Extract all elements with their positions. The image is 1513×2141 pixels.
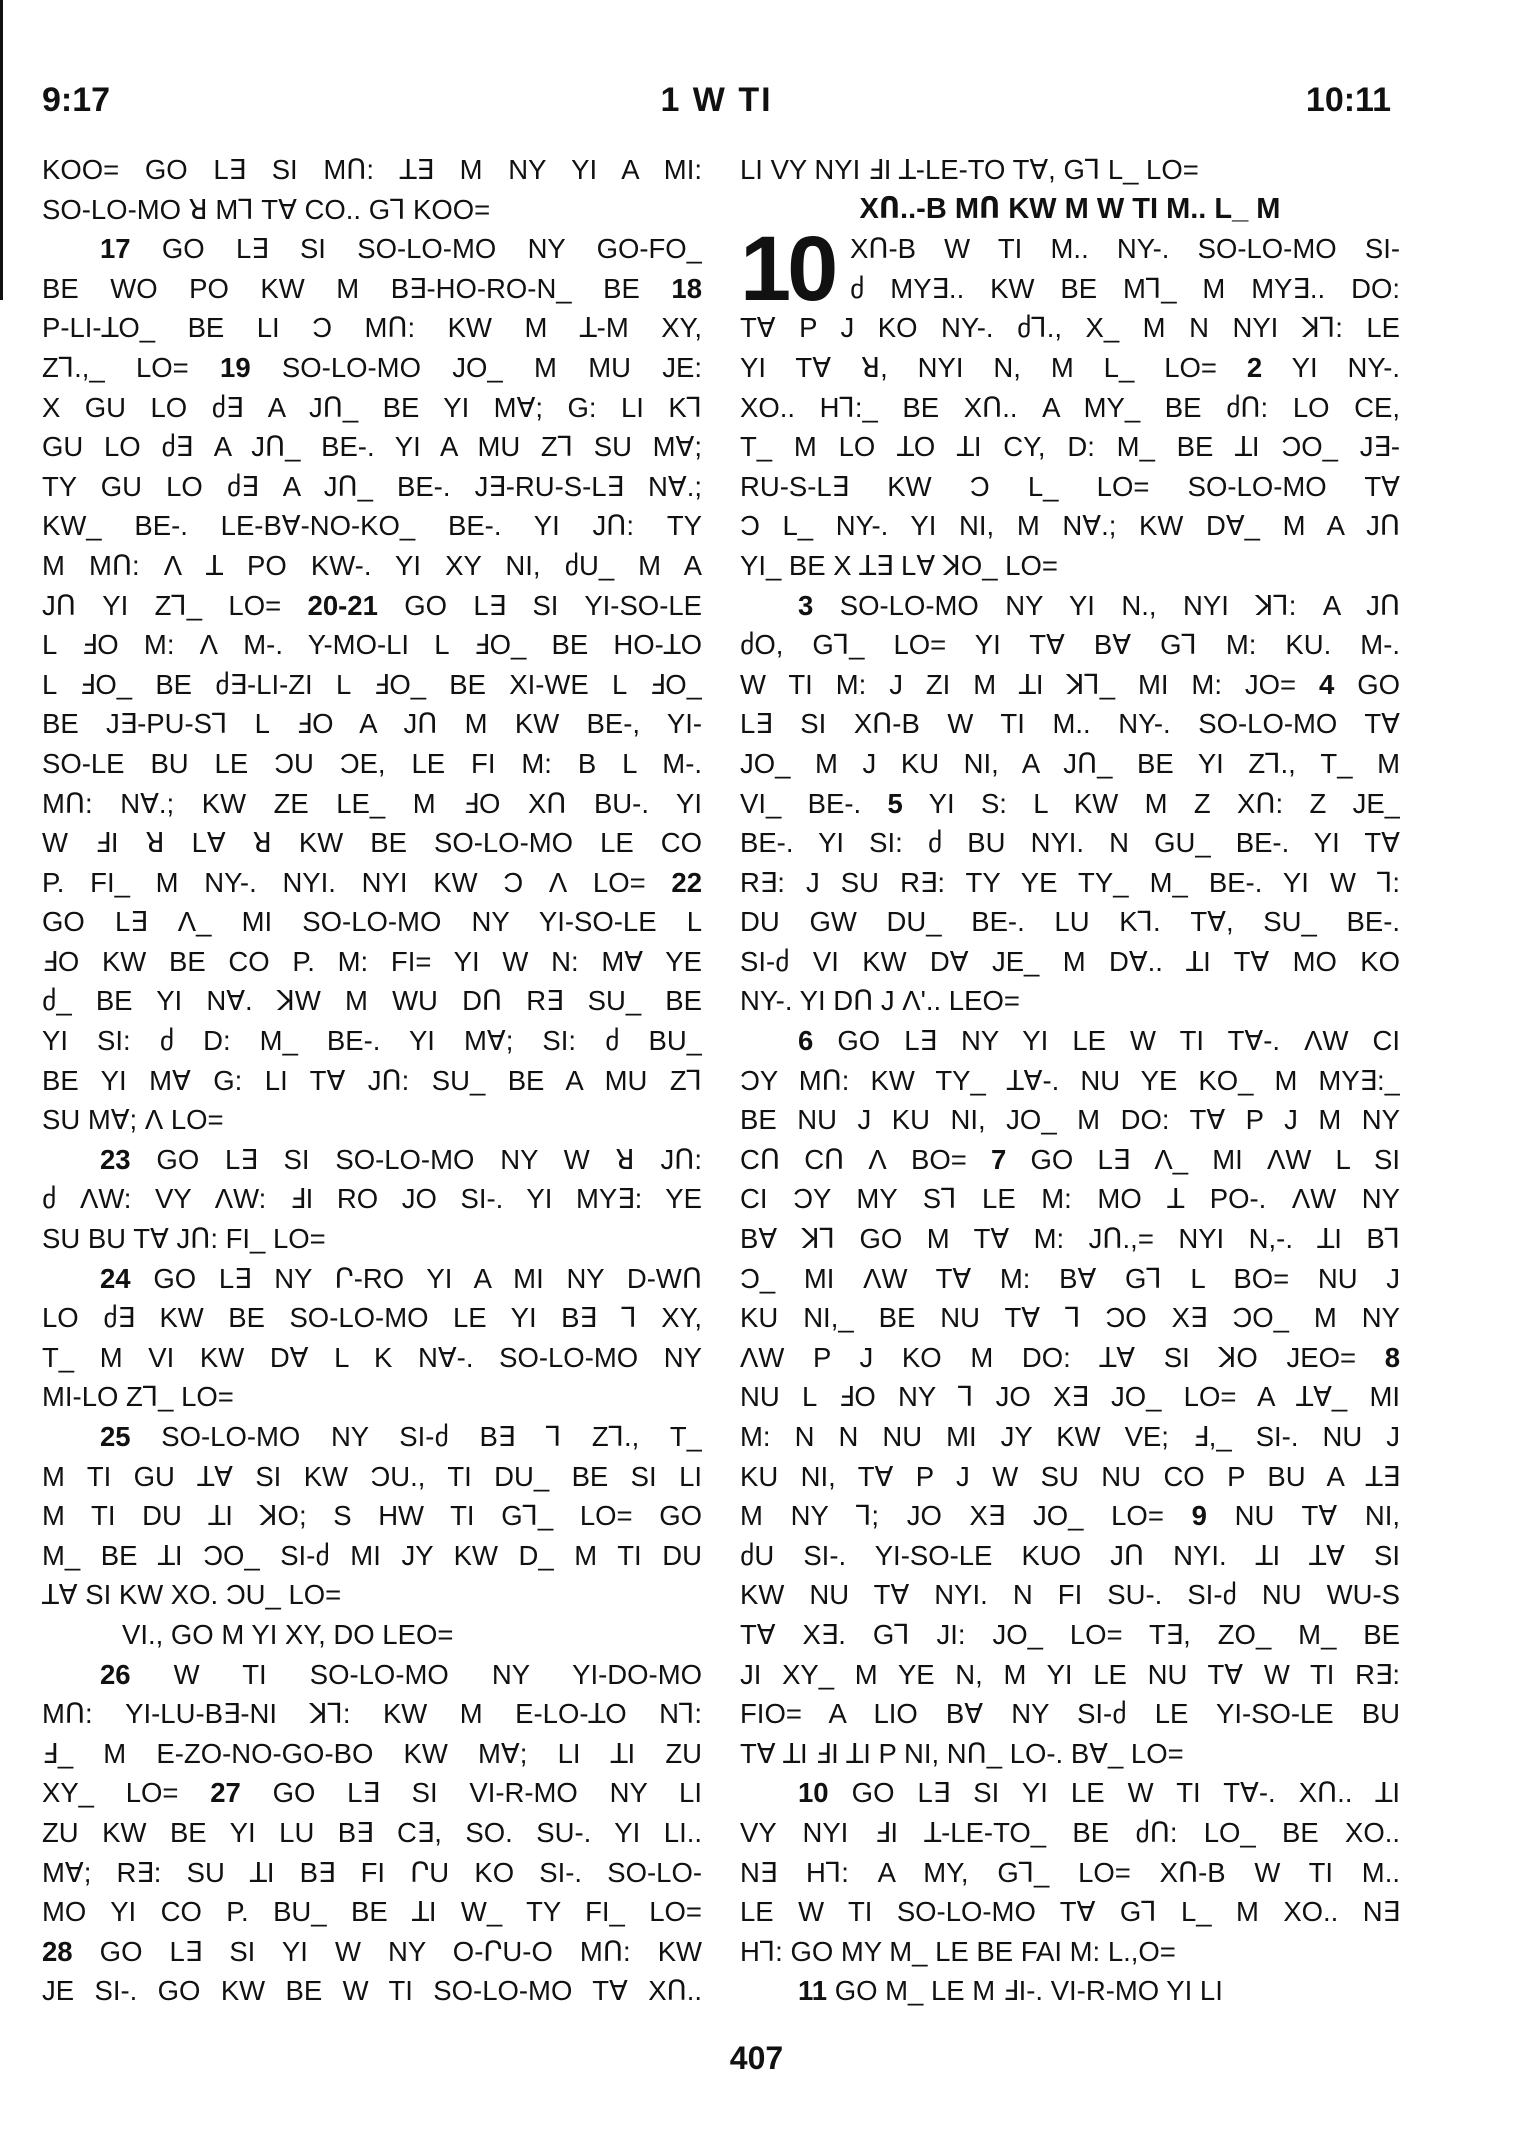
text-line: W ꓞI ꓤ LⱯ ꓤ KW BE SO-LO-MO LE CO (42, 827, 702, 859)
chapter-number-dropcap: 10 (740, 218, 835, 321)
running-head-right-reference: 10:11 (1305, 81, 1391, 119)
chapter-opening (740, 218, 1400, 321)
text-line: 25 SO-LO-MO NY SI-ძ B∃ ꓶ Zꓶ., T_ (100, 1421, 702, 1452)
text-line: ꓞO KW BE CO P. M: FI= YI W N: MⱯ YE (42, 945, 702, 977)
verse-number: 2 (1246, 351, 1263, 383)
text-line: Zꓶ.,_ LO= 19 SO-LO-MO JO_ M MU JE: (42, 351, 702, 383)
text-line: SU MⱯ; Ʌ LO= (42, 1104, 224, 1136)
text-line: GU LO ძ∃ A JՈ_ BE-. YI A MU Zꓶ SU MⱯ; (42, 431, 702, 463)
text-line: P. FI_ M NY-. NYI. NYI KW Ͻ Ʌ LO= 22 (42, 866, 702, 898)
text-line: ძ MY∃.. KW BE Mꓶ_ M MY∃.. DO: (850, 272, 1400, 304)
text-line: JI XY_ M YE N, M YI LE NU TⱯ W TI R∃: (740, 1658, 1400, 1690)
text-line: Hꓶ: GO MY M_ LE BE FAI M: L.,O= (740, 1935, 1176, 1967)
verse-number: 3 (798, 589, 814, 621)
text-line: TY GU LO ძ∃ A JՈ_ BE-. J∃-RU-S-L∃ NⱯ.; (42, 470, 702, 502)
text-line: ZU KW BE YI LU B∃ C∃, SO. SU-. YI LI.. (42, 1816, 702, 1848)
running-head-book-title: 1 W TI (660, 81, 773, 119)
text-line: KW NU TⱯ NYI. N FI SU-. SI-ძ NU WU-S (740, 1579, 1400, 1611)
text-line: BE YI MⱯ G: LI TⱯ JՈ: SU_ BE A MU Zꓶ (42, 1064, 702, 1096)
text-line: KOO= GO L∃ SI MՈ: ꓕ∃ M NY YI A MI: (42, 154, 702, 185)
text-line: M NY ꓶ; JO X∃ JO_ LO= 9 NU TⱯ NI, (740, 1500, 1400, 1532)
page-number: 407 (729, 2040, 784, 2076)
verse-number: 28 (42, 1935, 73, 1967)
text-line: XO.. Hꓶ:_ BE XՈ.. A MY_ BE ძՈ: LO CE, (740, 391, 1400, 423)
text-line: DU GW DU_ BE-. LU Kꓶ. TⱯ, SU_ BE-. (740, 906, 1400, 938)
verse-number: 8 (1384, 1341, 1400, 1373)
text-line: Ͻ_ MI ɅW TⱯ M: BⱯ Gꓶ L BO= NU J (740, 1262, 1400, 1294)
text-line: VI_ BE-. 5 YI S: L KW M Z XՈ: Z JE_ (740, 787, 1400, 819)
text-line: M TI DU ꓕI ꓘO; S HW TI Gꓶ_ LO= GO (42, 1500, 702, 1532)
verse-number: 26 (100, 1658, 131, 1690)
text-line: ძ ɅW: VY ɅW: ꓞI RO JO SI-. YI MY∃: YE (42, 1183, 702, 1215)
running-head-left-reference: 9:17 (42, 81, 111, 119)
verse-number: 9 (1191, 1500, 1207, 1532)
text-line: T_ M VI KW DⱯ L K NⱯ-. SO-LO-MO NY (42, 1341, 702, 1373)
text-line: KU NI, TⱯ P J W SU NU CO P BU A ꓕ∃ (740, 1460, 1400, 1492)
verse-number: 19 (220, 351, 251, 383)
text-line: YI TⱯ ꓤ, NYI N, M L_ LO= 2 YI NY-. (740, 351, 1400, 383)
text-line: BE WO PO KW M B∃-HO-RO-N_ BE 18 (42, 272, 702, 304)
verse-number: 10 (798, 1777, 829, 1809)
verse-number: 20-21 (307, 589, 378, 621)
text-line: ɅW P J KO M DO: ꓕⱯ SI ꓘO JEO= 8 (740, 1341, 1400, 1373)
text-line: LE W TI SO-LO-MO TⱯ Gꓶ L_ M XO.. N∃ (740, 1896, 1400, 1928)
verse-number: 27 (210, 1777, 241, 1809)
verse-number: 25 (100, 1421, 131, 1452)
text-line: TⱯ X∃. Gꓶ JI: JO_ LO= T∃, ZO_ M_ BE (740, 1618, 1400, 1650)
text-line: JՈ YI Zꓶ_ LO= 20-21 GO L∃ SI YI-SO-LE (42, 589, 702, 621)
text-line: ϽY MՈ: KW TY_ ꓕⱯ-. NU YE KO_ M MY∃:_ (740, 1064, 1400, 1096)
verse-number: 24 (100, 1262, 131, 1294)
text-line: KU NI,_ BE NU TⱯ ꓶ ϽO X∃ ϽO_ M NY (740, 1302, 1400, 1334)
text-line: W TI M: J ZI M ꓕI ꓘꓶ_ MI M: JO= 4 GO (740, 668, 1400, 700)
running-head (42, 80, 1391, 130)
text-line: SU BU TⱯ JՈ: FI_ LO= (42, 1223, 326, 1255)
text-line: RU-S-L∃ KW Ͻ L_ LO= SO-LO-MO TⱯ (740, 470, 1400, 502)
verse-number: 17 (100, 233, 131, 265)
text-line: NY-. YI DՈ J Ʌ'.. LEO= (740, 985, 1020, 1017)
verse-number: 18 (671, 272, 702, 304)
text-line: XՈ-B W TI M.. NY-. SO-LO-MO SI- (850, 233, 1400, 265)
verse-number: 7 (990, 1143, 1007, 1175)
text-line: 11 GO M_ LE M ꓞI-. VI-R-MO YI LI (798, 1975, 1223, 2007)
text-line: MⱯ; R∃: SU ꓕI B∃ FI ՐU KO SI-. SO-LO- (42, 1856, 702, 1888)
verse-number: 23 (100, 1143, 131, 1175)
text-line: 6 GO L∃ NY YI LE W TI TⱯ-. ɅW CI (798, 1025, 1400, 1057)
text-line: 3 SO-LO-MO NY YI N., NYI ꓘꓶ: A JՈ (798, 589, 1400, 621)
text-line: P-LI-ꓕO_ BE LI Ͻ MՈ: KW M ꓕ-M XY, (42, 312, 702, 344)
text-line: TⱯ ꓕI ꓞI ꓕI P NI, NՈ_ LO-. BⱯ_ LO= (740, 1737, 1184, 1769)
text-line: 23 GO L∃ SI SO-LO-MO NY W ꓤ JՈ: (100, 1143, 702, 1175)
text-line: SO-LO-MO ꓤ Mꓶ TⱯ CO.. Gꓶ KOO= (42, 193, 491, 225)
text-line: ძ_ BE YI NⱯ. ꓘW M WU DՈ R∃ SU_ BE (42, 985, 702, 1017)
text-line: KW_ BE-. LE-BⱯ-NO-KO_ BE-. YI JՈ: TY (42, 510, 702, 542)
verse-number: 22 (671, 866, 702, 898)
text-line: ꓕⱯ SI KW XO. ϽU_ LO= (42, 1579, 342, 1611)
text-line: CI ϽY MY Sꓶ LE M: MO ꓕ PO-. ɅW NY (740, 1183, 1400, 1215)
text-line: BE-. YI SI: ძ BU NYI. N GU_ BE-. YI TⱯ (740, 827, 1400, 859)
text-line: M_ BE ꓕI ϽO_ SI-ძ MI JY KW D_ M TI DU (42, 1539, 702, 1571)
text-line: ꓞ_ M E-ZO-NO-GO-BO KW MⱯ; LI ꓕI ZU (42, 1737, 702, 1769)
text-line: 26 W TI SO-LO-MO NY YI-DO-MO (100, 1658, 702, 1690)
verse-number: 5 (887, 787, 903, 819)
text-line: LI VY NYI ꓞI ꓕ-LE-TO TⱯ, Gꓶ L_ LO= (740, 154, 1199, 185)
text-line: VY NYI ꓞI ꓕ-LE-TO_ BE ძՈ: LO_ BE XO.. (740, 1816, 1400, 1848)
text-line: JO_ M J KU NI, A JՈ_ BE YI Zꓶ., T_ M (740, 747, 1400, 779)
margin-rule (0, 0, 3, 300)
text-line: JE SI-. GO KW BE W TI SO-LO-MO TⱯ XՈ.. (42, 1975, 702, 2007)
text-line: L ꓞO M: Ʌ M-. Y-MO-LI L ꓞO_ BE HO-ꓕO (42, 629, 702, 661)
left-text-column (42, 150, 702, 2011)
text-line: VI., GO M YI XY, DO LEO= (122, 1618, 454, 1650)
text-line: 17 GO L∃ SI SO-LO-MO NY GO-FO_ (100, 233, 702, 265)
text-line: TⱯ P J KO NY-. ძꓶ., X_ M N NYI ꓘꓶ: LE (740, 312, 1400, 344)
text-line: ძU SI-. YI-SO-LE KUO JՈ NYI. ꓕI ꓕⱯ SI (740, 1539, 1400, 1571)
section-heading: XՈ..-B MՈ KW M W TI M.. L_ M (859, 192, 1281, 225)
text-line: L∃ SI XՈ-B W TI M.. NY-. SO-LO-MO TⱯ (740, 708, 1400, 740)
text-line: M TI GU ꓕⱯ SI KW ϽU., TI DU_ BE SI LI (42, 1460, 702, 1492)
text-line: M MՈ: Ʌ ꓕ PO KW-. YI XY NI, ძU_ M A (42, 549, 702, 581)
text-line: YI SI: ძ D: M_ BE-. YI MⱯ; SI: ძ BU_ (42, 1025, 702, 1057)
text-line: MՈ: YI-LU-B∃-NI ꓘꓶ: KW M E-LO-ꓕO Nꓶ: (42, 1698, 702, 1730)
text-line: N∃ Hꓶ: A MY, Gꓶ_ LO= XՈ-B W TI M.. (740, 1856, 1400, 1888)
text-line: SI-ძ VI KW DⱯ JE_ M DⱯ.. ꓕI TⱯ MO KO (740, 945, 1400, 977)
text-line: CՈ CՈ Ʌ BO= 7 GO L∃ Ʌ_ MI ɅW L SI (740, 1143, 1400, 1175)
verse-number: 4 (1319, 668, 1335, 700)
text-line: T_ M LO ꓕO ꓕI CY, D: M_ BE ꓕI ϽO_ J∃- (740, 431, 1400, 463)
text-line: FIO= A LIO BⱯ NY SI-ძ LE YI-SO-LE BU (740, 1698, 1400, 1730)
text-line: MՈ: NⱯ.; KW ZE LE_ M ꓞO XՈ BU-. YI (42, 787, 702, 819)
text-line: X GU LO ძ∃ A JՈ_ BE YI MⱯ; G: LI Kꓶ (42, 391, 702, 423)
text-line: R∃: J SU R∃: TY YE TY_ M_ BE-. YI W ꓶ: (740, 866, 1400, 898)
text-line: ძO, Gꓶ_ LO= YI TⱯ BⱯ Gꓶ M: KU. M-. (740, 629, 1400, 661)
text-line: SO-LE BU LE ϽU ϽE, LE FI M: B L M-. (42, 747, 702, 779)
text-line: Ͻ L_ NY-. YI NI, M NⱯ.; KW DⱯ_ M A JՈ (740, 510, 1400, 542)
text-line: LO ძ∃ KW BE SO-LO-MO LE YI B∃ ꓶ XY, (42, 1302, 702, 1334)
verse-number: 11 (798, 1975, 828, 2007)
text-line: MI-LO Zꓶ_ LO= (42, 1381, 234, 1413)
text-line: GO L∃ Ʌ_ MI SO-LO-MO NY YI-SO-LE L (42, 906, 702, 938)
right-text-column (740, 150, 1400, 2011)
text-line: M: N N NU MI JY KW VE; ꓞ,_ SI-. NU J (740, 1421, 1400, 1452)
text-line: NU L ꓞO NY ꓶ JO X∃ JO_ LO= A ꓕⱯ_ MI (740, 1381, 1400, 1413)
text-line: 24 GO L∃ NY Ր-RO YI A MI NY D-WՈ (100, 1262, 702, 1294)
verse-number: 6 (798, 1025, 814, 1057)
text-line: BⱯ ꓘꓶ GO M TⱯ M: JՈ.,= NYI N,-. ꓕI Bꓶ (740, 1223, 1400, 1255)
text-line: XY_ LO= 27 GO L∃ SI VI-R-MO NY LI (42, 1777, 702, 1809)
text-line: BE J∃-PU-Sꓶ L ꓞO A JՈ M KW BE-, YI- (42, 708, 702, 740)
text-line: 28 GO L∃ SI YI W NY O-ՐU-O MՈ: KW (42, 1935, 702, 1967)
text-line: 10 GO L∃ SI YI LE W TI TⱯ-. XՈ.. ꓕI (798, 1777, 1400, 1809)
text-line: L ꓞO_ BE ძ∃-LI-ZI L ꓞO_ BE XI-WE L ꓞO_ (42, 668, 702, 700)
text-line: MO YI CO P. BU_ BE ꓕI W_ TY FI_ LO= (42, 1896, 702, 1928)
text-line: BE NU J KU NI, JO_ M DO: TⱯ P J M NY (740, 1104, 1400, 1136)
text-line: YI_ BE X ꓕ∃ LⱯ ꓘO_ LO= (740, 549, 1058, 581)
